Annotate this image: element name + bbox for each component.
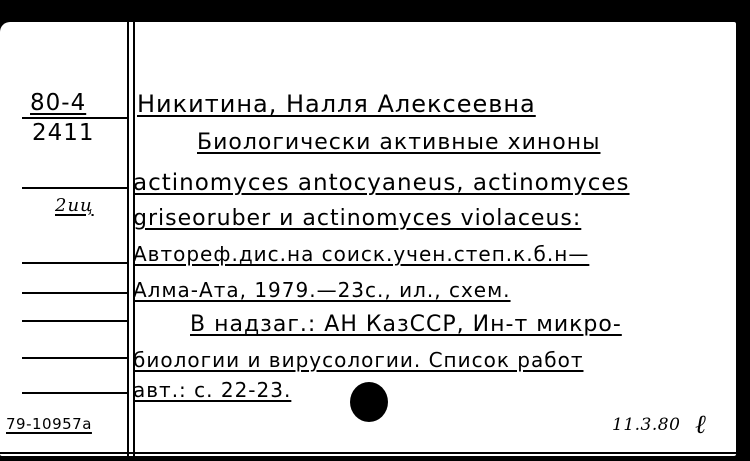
thesis-line: Автореф.дис.на соиск.учен.степ.к.б.н—: [133, 242, 590, 266]
author-heading: Никитина, Налля Алексеевна: [137, 90, 536, 118]
title-line-1: Биологически активные хиноны: [197, 130, 601, 155]
note-line-3: авт.: с. 22-23.: [133, 378, 292, 402]
left-rule-d: [22, 292, 127, 294]
inventory-number: 79-10957а: [6, 415, 92, 433]
shelf-mark-top: 80-4: [30, 90, 87, 116]
note-line-1: В надзаг.: АН КазССР, Ин-т микро-: [190, 312, 622, 337]
punch-hole: [350, 382, 388, 422]
left-rule-g: [22, 392, 127, 394]
date-stamp: 11.3.80: [612, 415, 681, 435]
scan-border-right: [736, 0, 750, 461]
imprint-line: Алма-Ата, 1979.—23с., ил., схем.: [133, 278, 511, 302]
title-line-3: griseoruber и actinomyces violaceus:: [133, 206, 582, 231]
note-line-2: биологии и вирусологии. Список работ: [133, 348, 584, 372]
title-line-2: actinomyces antocyaneus, actinomyces: [133, 170, 630, 196]
signature-mark: ℓ: [695, 410, 707, 440]
card-left-rule-1: [127, 22, 129, 456]
left-rule-e: [22, 320, 127, 322]
left-rule-a: [22, 117, 127, 119]
handwritten-mark: 2иц: [55, 195, 94, 216]
left-rule-c: [22, 262, 127, 264]
left-rule-b: [22, 187, 127, 189]
scan-border-top: [0, 0, 750, 22]
left-rule-f: [22, 357, 127, 359]
card-bottom-rule: [0, 452, 736, 454]
catalog-card: [0, 22, 736, 456]
shelf-mark-bottom: 2411: [32, 120, 95, 146]
